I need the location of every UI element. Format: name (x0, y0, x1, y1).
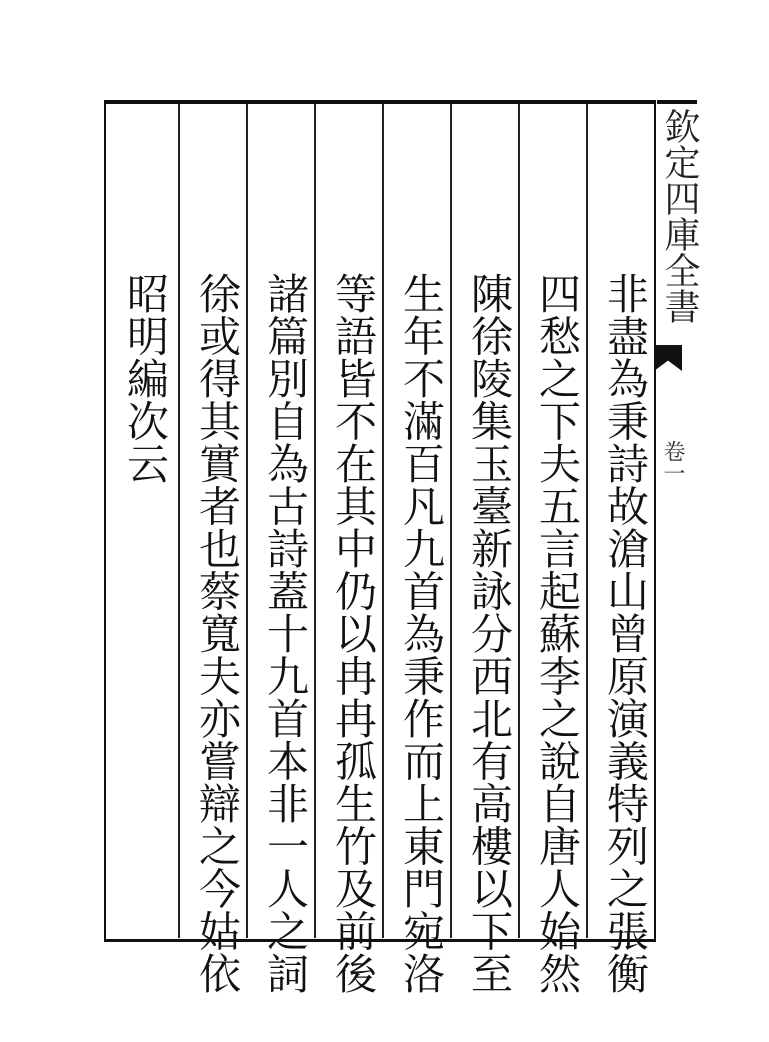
text-column-3: 陳徐陵集玉臺新詠分西北有高樓以下至 (465, 272, 514, 995)
margin-title: 欽定四庫全書 (659, 108, 700, 324)
text-column-8: 昭明編次云 (121, 272, 170, 485)
text-column-1: 非盡為秉詩故滄山曾原演義特列之張衡 (601, 272, 650, 995)
column-rule (246, 104, 248, 938)
column-rule (382, 104, 384, 938)
text-column-4: 生年不滿百凡九首為秉作而上東門宛洛 (397, 272, 446, 995)
fish-tail-mark (654, 345, 682, 371)
column-rule (178, 104, 180, 938)
column-rule (518, 104, 520, 938)
juan-label: 卷一 (660, 440, 685, 484)
text-column-6: 諸篇別自為古詩蓋十九首本非一人之詞 (261, 272, 310, 995)
column-rule (450, 104, 452, 938)
text-column-7: 徐或得其實者也蔡寬夫亦嘗辯之今姑依 (193, 272, 242, 995)
text-column-2: 四愁之下夫五言起蘇李之說自唐人始然 (533, 272, 582, 995)
column-rule (314, 104, 316, 938)
column-rule (586, 104, 588, 938)
text-column-5: 等語皆不在其中仍以冉冉孤生竹及前後 (329, 272, 378, 995)
